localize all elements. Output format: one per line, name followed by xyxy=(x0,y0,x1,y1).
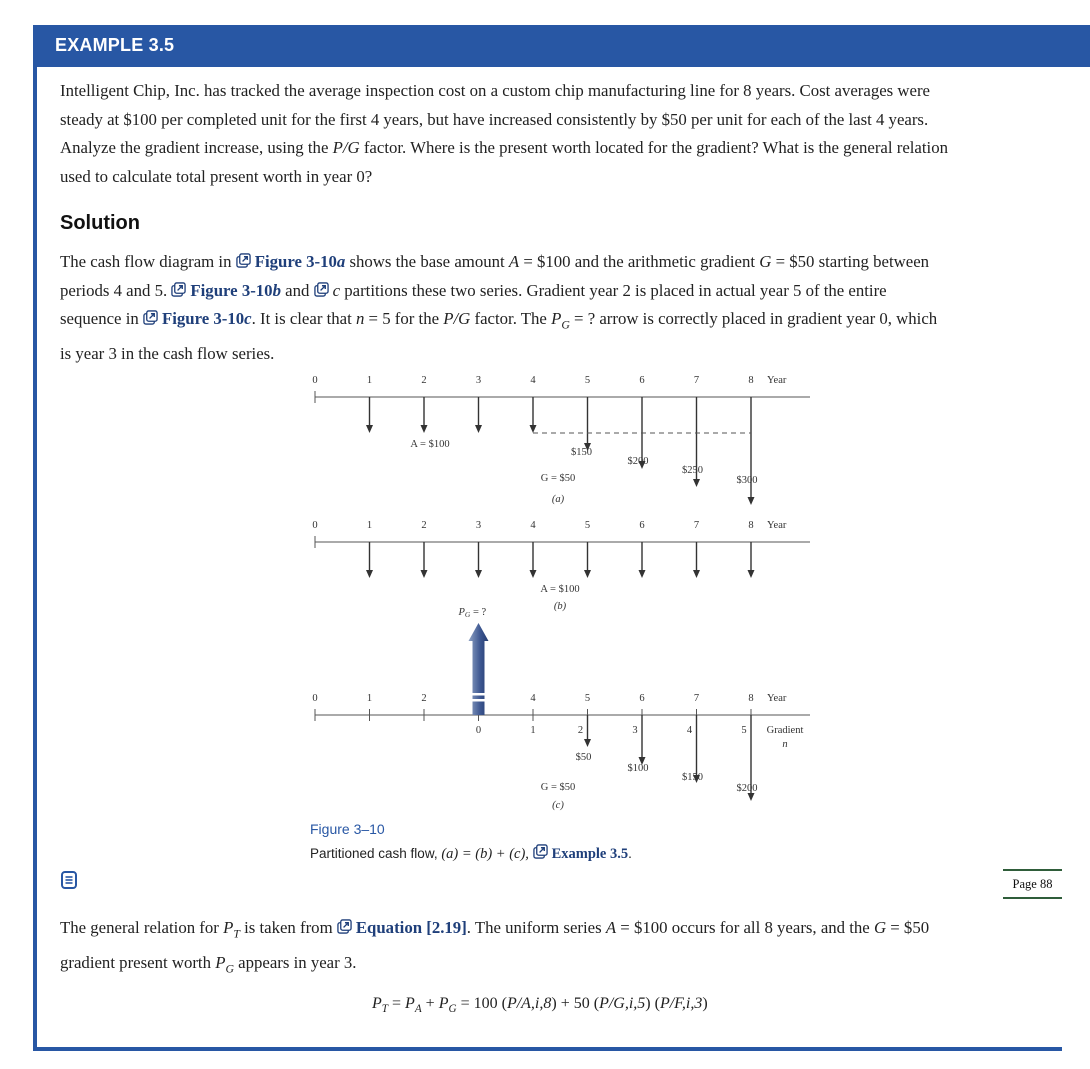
c-label-100: $100 xyxy=(627,763,649,774)
b-flow-arrow-year-5-head xyxy=(584,570,591,578)
c-panel-label: (c) xyxy=(552,800,564,811)
text: = 5 for the xyxy=(364,309,444,328)
c-pg-label: PG = ? xyxy=(458,607,487,619)
external-link-icon xyxy=(171,282,186,297)
link-text: Equation [2.19] xyxy=(355,918,467,937)
sol-line xyxy=(60,305,1060,340)
a-label-300: $300 xyxy=(736,475,758,486)
var: P xyxy=(551,309,562,328)
external-link-icon xyxy=(314,282,329,297)
text: gradient present worth xyxy=(60,952,216,972)
a-flow-arrow-year-1-head xyxy=(366,425,373,433)
caption-text: Partitioned cash flow, xyxy=(310,846,442,861)
link-suffix: a xyxy=(336,252,346,271)
a-year-label-2: 2 xyxy=(421,375,427,386)
text: periods 4 and 5. xyxy=(60,280,172,300)
var: P/G xyxy=(443,309,471,328)
a-label-150: $150 xyxy=(571,447,592,458)
cash-flow-figure xyxy=(280,365,810,820)
op: = xyxy=(388,995,406,1012)
figure-title: Figure 3–10 xyxy=(310,821,385,837)
factor-name: P/G xyxy=(332,138,360,157)
factor: P/G,i,5 xyxy=(599,995,646,1012)
c-label-50: $50 xyxy=(575,752,592,763)
c-gradient-n-5: 5 xyxy=(741,725,747,736)
c-label-150: $150 xyxy=(682,772,703,783)
text: shows the base amount xyxy=(345,252,509,271)
sol-line xyxy=(60,949,1060,984)
c-year-label-6: 6 xyxy=(639,693,645,704)
sol-line xyxy=(60,277,1060,306)
a-year-label-7: 7 xyxy=(693,375,700,386)
b-year-label-4: 4 xyxy=(530,520,536,531)
a-year-label-6: 6 xyxy=(639,375,645,386)
c-flow-arrow-year-5-head xyxy=(584,739,591,747)
op: + xyxy=(421,995,439,1012)
text: . It is clear that xyxy=(251,309,356,328)
a-flow-arrow-year-8-head xyxy=(748,497,755,505)
a-year-label-1: 1 xyxy=(366,375,373,386)
text: partitions these two series. Gradient year 2 is placed in actual year 5 of the entire xyxy=(340,280,887,300)
example-header xyxy=(33,25,1090,67)
var: P xyxy=(215,952,226,972)
c-year-label-7: 7 xyxy=(693,693,700,704)
b-year-label-6: 6 xyxy=(639,520,645,531)
op: ) + 50 ( xyxy=(551,995,600,1012)
text: is taken from xyxy=(239,918,337,937)
problem-line: steady at $100 per completed unit for the first 4 years, but have increased consistently by $50 per unit for each of the last 4 years. xyxy=(60,109,929,129)
link-text: Example 3.5 xyxy=(551,846,629,862)
c-gradient-n-4: 4 xyxy=(686,725,693,736)
text: = $50 xyxy=(886,918,930,937)
c-label-G: G = $50 xyxy=(540,782,576,793)
c-gradient-n-2: 2 xyxy=(577,725,584,736)
figure-caption xyxy=(310,844,632,863)
a-panel-label: (a) xyxy=(551,494,565,505)
caption-formula: (a) = (b) + (c), xyxy=(441,846,533,862)
b-year-label-5: 5 xyxy=(584,520,591,531)
var-sub: T xyxy=(233,927,240,941)
c-gradient-n-0: 0 xyxy=(475,725,482,736)
b-flow-arrow-year-7-head xyxy=(693,570,700,578)
equation-2-19-link[interactable] xyxy=(337,918,467,937)
present-worth-equation xyxy=(372,995,708,1015)
b-year-label-3: 3 xyxy=(475,520,482,531)
a-year-label-0: 0 xyxy=(312,375,318,386)
a-flow-arrow-year-4-head xyxy=(530,425,537,433)
text: appears in year 3. xyxy=(233,952,357,972)
external-link-icon xyxy=(143,310,158,325)
sol-line xyxy=(60,914,1060,949)
figure-3-10c-link-2[interactable] xyxy=(143,309,252,328)
b-flow-arrow-year-6-head xyxy=(639,570,646,578)
var: A xyxy=(605,918,617,937)
var-sub: G xyxy=(561,318,570,332)
c-pg-arrow-break-1 xyxy=(472,693,486,696)
a-year-label-3: 3 xyxy=(475,375,482,386)
var: n xyxy=(355,309,365,328)
text: Analyze the gradient increase, using the xyxy=(60,138,333,157)
var: A xyxy=(508,252,520,271)
b-flow-arrow-year-8-head xyxy=(748,570,755,578)
var-sub: T xyxy=(381,1003,389,1016)
a-year-label-4: 4 xyxy=(530,375,536,386)
c-pg-arrow-break-2 xyxy=(472,699,486,702)
c-axis-label: Year xyxy=(767,693,787,704)
c-year-label-5: 5 xyxy=(584,693,591,704)
factor: P/A,i,8 xyxy=(506,995,552,1012)
solution-heading: Solution xyxy=(60,212,140,234)
c-year-label-8: 8 xyxy=(748,693,754,704)
factor: P/F,i,3 xyxy=(659,995,703,1012)
example-3-5-link[interactable] xyxy=(533,846,629,862)
a-year-label-5: 5 xyxy=(584,375,591,386)
a-flow-arrow-year-3-head xyxy=(475,425,482,433)
a-axis-label: Year xyxy=(767,375,787,386)
text: factor. The xyxy=(470,309,552,328)
op: ) xyxy=(702,995,708,1012)
solution-paragraph-1 xyxy=(60,248,1060,368)
var: P xyxy=(438,995,449,1012)
external-link-icon xyxy=(533,844,548,859)
figure-3-10c-link[interactable] xyxy=(314,281,333,300)
text: . The uniform series xyxy=(466,918,606,937)
figure-3-10b-link[interactable] xyxy=(171,281,281,300)
notes-icon[interactable] xyxy=(61,871,77,889)
b-flow-arrow-year-4-head xyxy=(530,570,537,578)
link-suffix: c xyxy=(244,309,252,328)
b-flow-arrow-year-1-head xyxy=(366,570,373,578)
b-year-label-2: 2 xyxy=(421,520,427,531)
b-year-label-7: 7 xyxy=(693,520,700,531)
page-marker: Page 88 xyxy=(1003,869,1062,899)
b-panel-label: (b) xyxy=(553,601,567,612)
external-link-icon xyxy=(337,919,352,934)
link-text: Figure 3-10 xyxy=(190,280,273,300)
link-text: Figure 3-10 xyxy=(161,309,245,328)
c-year-label-2: 2 xyxy=(421,693,427,704)
example-title: EXAMPLE 3.5 xyxy=(55,35,175,55)
sol-line xyxy=(60,248,1060,277)
op: ) ( xyxy=(645,995,660,1012)
text: = $100 and the arithmetic gradient xyxy=(519,252,760,271)
var: P xyxy=(372,995,382,1012)
text: The cash flow diagram in xyxy=(60,252,236,271)
b-year-label-8: 8 xyxy=(748,520,754,531)
problem-statement xyxy=(60,77,1060,191)
op: = 100 ( xyxy=(456,995,507,1012)
var-sub: A xyxy=(414,1003,422,1016)
c-flow-arrow-year-8-head xyxy=(748,793,755,801)
var: P xyxy=(223,918,234,937)
problem-line: Intelligent Chip, Inc. has tracked the average inspection cost on a custom chip manufacturing line for 8 years. Cost averages were xyxy=(60,81,930,100)
a-label-250: $250 xyxy=(682,465,703,476)
sol-line: is year 3 in the cash flow series. xyxy=(60,343,275,363)
a-label-G: G = $50 xyxy=(540,473,576,484)
text: = $100 occurs for all 8 years, and the xyxy=(616,918,874,937)
text: = $50 starting between xyxy=(771,252,930,271)
c-gradient-label: Gradient xyxy=(766,725,804,736)
c-label-200: $200 xyxy=(736,783,758,794)
b-axis-label: Year xyxy=(767,520,787,531)
b-flow-arrow-year-2-head xyxy=(421,570,428,578)
var-sub: G xyxy=(448,1003,457,1016)
text: and xyxy=(280,280,314,300)
a-flow-arrow-year-2-head xyxy=(421,425,428,433)
var-sub: G xyxy=(225,962,234,976)
link-suffix: b xyxy=(272,280,281,300)
problem-line xyxy=(60,134,1060,163)
problem-line: used to calculate total present worth in year 0? xyxy=(60,166,373,186)
b-year-label-0: 0 xyxy=(312,520,318,531)
c-year-label-0: 0 xyxy=(312,693,318,704)
a-flow-arrow-year-7-head xyxy=(693,479,700,487)
c-gradient-n-3: 3 xyxy=(632,725,638,736)
c-gradient-n-1: 1 xyxy=(530,725,536,736)
b-label-A: A = $100 xyxy=(540,584,580,595)
external-link-icon xyxy=(236,253,251,268)
text: = ? arrow is correctly placed in gradient year 0, which xyxy=(569,309,938,328)
c-gradient-n-label: n xyxy=(782,739,788,750)
b-flow-arrow-year-3-head xyxy=(475,570,482,578)
link-suffix: c xyxy=(332,280,341,300)
var: P xyxy=(405,995,415,1012)
link-text: Figure 3-10 xyxy=(254,252,337,271)
a-label-200: $200 xyxy=(627,456,649,467)
c-year-label-4: 4 xyxy=(530,693,536,704)
text: factor. Where is the present worth located for the gradient? What is the general relation xyxy=(359,138,948,157)
caption-text: . xyxy=(628,846,632,861)
solution-paragraph-2 xyxy=(60,914,1060,984)
a-label-A: A = $100 xyxy=(410,439,450,450)
b-year-label-1: 1 xyxy=(366,520,373,531)
a-year-label-8: 8 xyxy=(748,375,754,386)
figure-3-10a-link[interactable] xyxy=(236,252,346,271)
c-year-label-1: 1 xyxy=(366,693,373,704)
var: G xyxy=(873,918,887,937)
text: The general relation for xyxy=(60,918,224,937)
var: G xyxy=(759,252,772,271)
text: sequence in xyxy=(60,309,143,328)
